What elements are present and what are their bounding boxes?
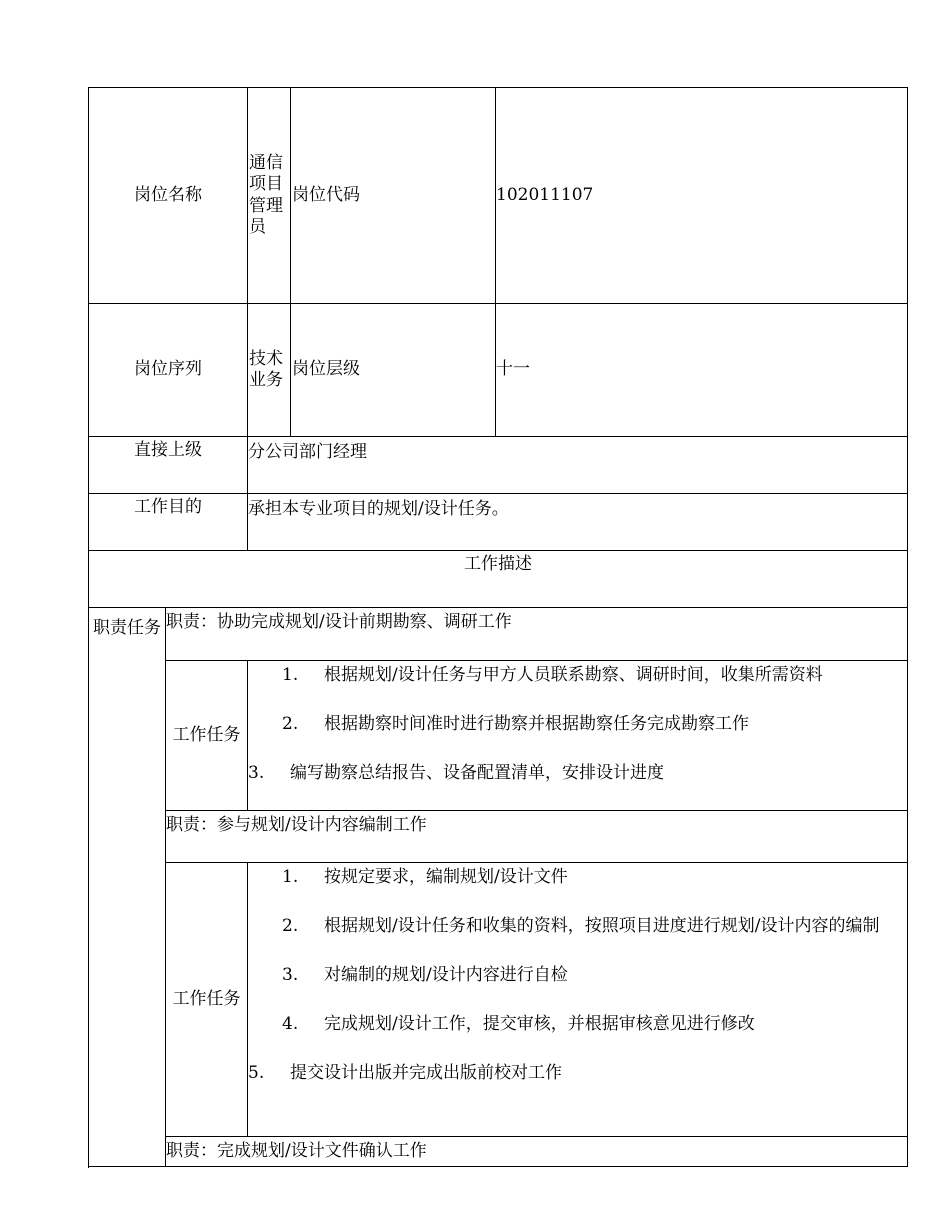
task-row-2 <box>89 863 908 1137</box>
row-section-title <box>89 551 908 608</box>
task-list-1 <box>248 661 908 811</box>
row-purpose <box>89 494 908 551</box>
row-position-name <box>89 88 908 304</box>
list-item: 5. 提交设计出版并完成出版前校对工作 <box>248 1063 562 1083</box>
duty-row-1 <box>89 608 908 661</box>
row-position-series <box>89 304 908 437</box>
position-level-label: 岗位层级 <box>291 304 496 437</box>
list-item: 2. 根据规划/设计任务和收集的资料，按照项目进度进行规划/设计内容的编制 <box>282 916 880 936</box>
position-level-value: 十一 <box>496 304 908 437</box>
superior-value: 分公司部门经理 <box>248 437 908 494</box>
section-title: 工作描述 <box>89 551 908 608</box>
purpose-label: 工作目的 <box>89 494 248 551</box>
duty-row-3 <box>89 1137 908 1167</box>
list-item: 1. 按规定要求，编制规划/设计文件 <box>282 867 568 887</box>
purpose-value: 承担本专业项目的规划/设计任务。 <box>248 494 908 551</box>
job-description-table <box>88 87 908 1167</box>
task-list-2 <box>248 863 908 1137</box>
superior-label: 直接上级 <box>89 437 248 494</box>
duties-label: 职责任务 <box>89 608 166 1167</box>
row-superior <box>89 437 908 494</box>
position-series-value: 技术业务 <box>248 304 291 437</box>
position-name-value: 通信项目管理员 <box>248 88 291 304</box>
list-item: 3. 编写勘察总结报告、设备配置清单，安排设计进度 <box>248 763 664 783</box>
duty-title-2: 职责：参与规划/设计内容编制工作 <box>166 811 908 863</box>
task-row-1 <box>89 661 908 811</box>
position-name-label: 岗位名称 <box>89 88 248 304</box>
list-item: 2. 根据勘察时间准时进行勘察并根据勘察任务完成勘察工作 <box>282 714 749 734</box>
list-item: 4. 完成规划/设计工作，提交审核，并根据审核意见进行修改 <box>282 1014 755 1034</box>
position-code-label: 岗位代码 <box>291 88 496 304</box>
duty-title-3: 职责：完成规划/设计文件确认工作 <box>166 1137 908 1167</box>
task-label-1: 工作任务 <box>166 661 248 811</box>
list-item: 3. 对编制的规划/设计内容进行自检 <box>282 965 568 985</box>
duty-row-2 <box>89 811 908 863</box>
list-item: 1. 根据规划/设计任务与甲方人员联系勘察、调研时间，收集所需资料 <box>282 665 823 685</box>
position-series-label: 岗位序列 <box>89 304 248 437</box>
task-label-2: 工作任务 <box>166 863 248 1137</box>
duty-title-1: 职责：协助完成规划/设计前期勘察、调研工作 <box>166 608 908 661</box>
position-code-value: 102011107 <box>496 88 908 304</box>
